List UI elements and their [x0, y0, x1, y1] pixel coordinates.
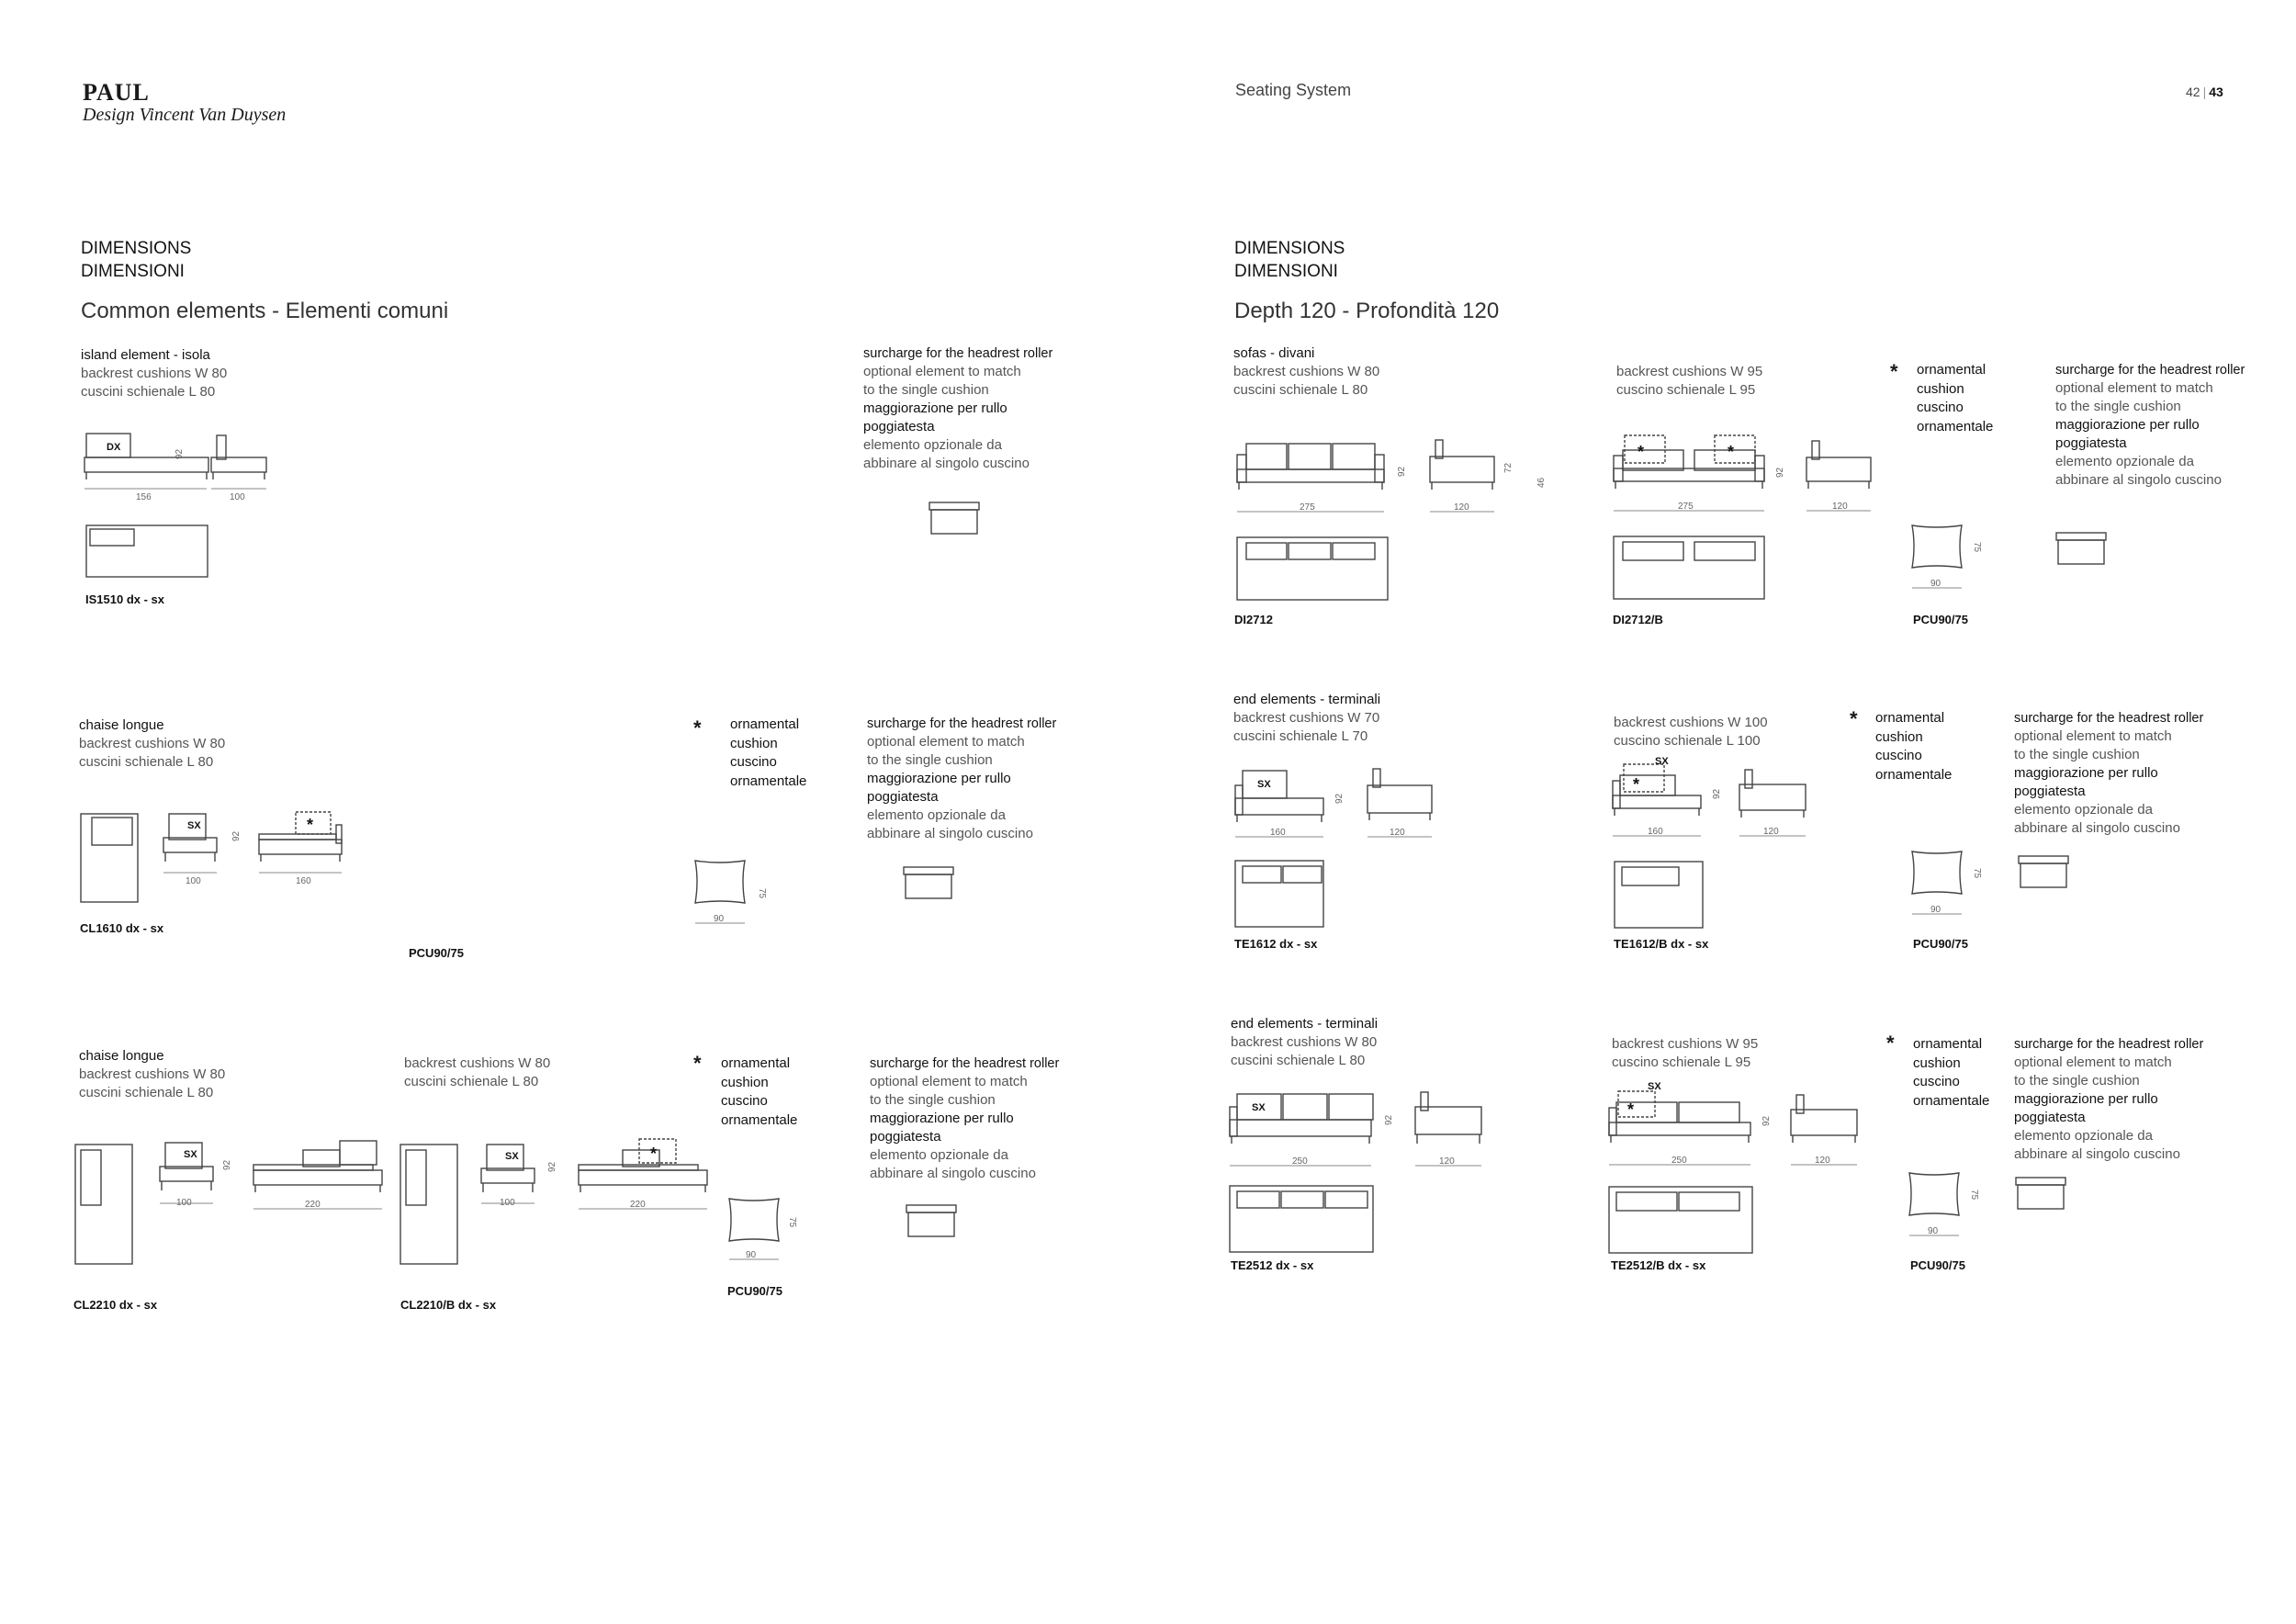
- end2-dim-w: 250: [1292, 1156, 1308, 1167]
- chaise1-dim-h: 92: [231, 830, 242, 841]
- surcharge-it-l1: elemento opzionale da: [867, 807, 1006, 823]
- sofa-side-view: [1430, 440, 1494, 490]
- page-left: 42: [2186, 85, 2200, 99]
- subtitle-left: Common elements - Elementi comuni: [81, 299, 449, 323]
- sofab-star-1: *: [1638, 443, 1645, 461]
- sofab-line2: cuscino schienale L 95: [1616, 382, 1756, 398]
- surcharge-it-title1: maggiorazione per rullo: [867, 771, 1011, 786]
- end2-dim-d: 120: [1439, 1156, 1455, 1167]
- end2-title: end elements - terminali: [1231, 1016, 1379, 1032]
- end2b-line1: backrest cushions W 95: [1612, 1036, 1759, 1052]
- surcharge-it-title2: poggiatesta: [2014, 784, 2086, 799]
- surcharge-it-title2: poggiatesta: [2055, 435, 2127, 451]
- orn-l2: cushion: [1917, 380, 1964, 397]
- surcharge-l1: optional element to match: [2014, 1054, 2172, 1070]
- chaise2b-line2: cuscini schienale L 80: [404, 1074, 539, 1089]
- chaise1-pcu-code: PCU90/75: [409, 946, 464, 960]
- chaise2-drawings: [73, 1139, 386, 1268]
- end2b-pcu-code: PCU90/75: [1910, 1258, 1965, 1272]
- headroller-icon: [2054, 531, 2110, 572]
- end1-tag: SX: [1257, 779, 1271, 790]
- surcharge-block-top-left: [863, 344, 1052, 473]
- surcharge-block-bottom-left: [870, 1054, 1059, 1183]
- end1b-line2: cuscino schienale L 100: [1614, 733, 1761, 749]
- orn-l3: cuscino: [1875, 748, 1922, 763]
- sofab-side-view: [1806, 441, 1871, 489]
- chaise2-block-text: [79, 1047, 225, 1102]
- sofab-code: DI2712/B: [1613, 613, 1663, 626]
- end1-line2: cuscini schienale L 70: [1233, 728, 1368, 744]
- surcharge-it-l1: elemento opzionale da: [2014, 802, 2153, 818]
- end1b-block-text: [1614, 714, 1768, 750]
- end1b-pcu-code: PCU90/75: [1913, 937, 1968, 951]
- end1b-front-view: [1613, 764, 1701, 816]
- end1b-star: *: [1633, 775, 1640, 794]
- chaise2b-line1: backrest cushions W 80: [404, 1055, 551, 1071]
- island-drawings: [81, 432, 274, 597]
- brand-name: PAUL: [83, 79, 150, 106]
- end2b-tag: SX: [1648, 1081, 1661, 1092]
- sofa-line1: backrest cushions W 80: [1233, 364, 1380, 379]
- chaise2b-dim-w: 220: [630, 1200, 646, 1210]
- headroller-icon: [928, 501, 983, 542]
- end1b-drawings: [1611, 753, 1831, 932]
- orn-h: 75: [1969, 1190, 1979, 1201]
- sofa-title: sofas - divani: [1233, 345, 1315, 361]
- chaise2-tag: SX: [184, 1149, 197, 1160]
- surcharge-it-title1: maggiorazione per rullo: [2055, 417, 2200, 433]
- end1b-dim-w: 160: [1648, 827, 1663, 837]
- chaise2b-dim-h: 92: [547, 1161, 557, 1172]
- chaise2-dim-w: 220: [305, 1200, 321, 1210]
- end2b-drawings: [1607, 1075, 1883, 1258]
- end2b-dim-w: 250: [1671, 1156, 1687, 1166]
- end1-line1: backrest cushions W 70: [1233, 710, 1380, 726]
- orn-l1: ornamental: [1913, 1036, 1983, 1052]
- sofab-top-view: [1614, 536, 1764, 599]
- end2b-line2: cuscino schienale L 95: [1612, 1054, 1751, 1070]
- dim-it: DIMENSIONI: [1234, 262, 1338, 281]
- chaise2-dim-d: 100: [176, 1198, 192, 1208]
- chaise1-star: *: [307, 816, 314, 834]
- orn-l3: cuscino: [721, 1093, 768, 1109]
- orn-l1: ornamental: [1917, 362, 1986, 378]
- island-dim-d: 100: [230, 492, 245, 502]
- end1b-tag: SX: [1655, 756, 1669, 767]
- sofa-block-text: [1233, 344, 1379, 400]
- surcharge-l2: to the single cushion: [2014, 747, 2140, 762]
- ornamental-text-3: [1917, 361, 1993, 436]
- island-top-view: [86, 525, 208, 577]
- end1-drawings: [1233, 767, 1445, 932]
- surcharge-it-title1: maggiorazione per rullo: [863, 400, 1007, 416]
- island-front-view: [84, 434, 208, 479]
- orn-l4: ornamentale: [1875, 766, 1953, 783]
- sofab-dim-d: 120: [1832, 502, 1848, 512]
- end2-top-view: [1230, 1186, 1373, 1252]
- surcharge-block-top-right: [2055, 361, 2245, 490]
- end2-dim-h: 92: [1384, 1114, 1394, 1125]
- headroller-icon: [2017, 854, 2072, 896]
- end2-drawings: [1228, 1088, 1494, 1258]
- orn-w: 90: [1930, 579, 1941, 589]
- end1-dim-h: 92: [1334, 793, 1345, 804]
- chaise2b-block-text: [404, 1054, 550, 1091]
- surcharge-it-title1: maggiorazione per rullo: [2014, 1091, 2158, 1107]
- ornamental-cushion-drawing-3: [1910, 524, 1984, 597]
- end1-code: TE1612 dx - sx: [1234, 937, 1318, 951]
- sofa-top-view: [1237, 537, 1388, 600]
- surcharge-it-l1: elemento opzionale da: [870, 1147, 1008, 1163]
- surcharge-title: surcharge for the headrest roller: [867, 716, 1057, 731]
- ornamental-cushion-drawing-4: [1910, 850, 1984, 923]
- ornamental-star-3: *: [1890, 360, 1898, 383]
- island-line2: cuscini schienale L 80: [81, 384, 216, 400]
- orn-l4: ornamentale: [1917, 418, 1994, 434]
- surcharge-it-l1: elemento opzionale da: [863, 437, 1002, 453]
- subtitle-right: Depth 120 - Profondità 120: [1234, 299, 1500, 323]
- surcharge-l1: optional element to match: [867, 734, 1025, 750]
- surcharge-it-title1: maggiorazione per rullo: [2014, 765, 2158, 781]
- surcharge-block-mid-right: [2014, 709, 2203, 838]
- chaise2b-dim-d: 100: [500, 1198, 515, 1208]
- sofab-line1: backrest cushions W 95: [1616, 364, 1763, 379]
- sofa-dim-seat: 46: [1536, 477, 1547, 488]
- orn-l1: ornamental: [730, 716, 800, 732]
- page-numbers: 42 | 43: [2186, 85, 2223, 99]
- chaise1-code: CL1610 dx - sx: [80, 921, 164, 935]
- ornamental-text-5: [1913, 1035, 1989, 1111]
- end2-block-text: [1231, 1015, 1378, 1070]
- surcharge-title: surcharge for the headrest roller: [2014, 1037, 2204, 1052]
- sofab-drawings: [1610, 432, 1885, 611]
- ornamental-text-2: [721, 1054, 797, 1130]
- end2-code: TE2512 dx - sx: [1231, 1258, 1314, 1272]
- section-title: Seating System: [1235, 81, 1352, 99]
- end2b-side-view: [1791, 1095, 1857, 1143]
- chaise2-title: chaise longue: [79, 1048, 164, 1064]
- end2b-dim-h: 92: [1761, 1115, 1772, 1126]
- island-dim-w: 156: [136, 492, 152, 502]
- chaise2-line2: cuscini schienale L 80: [79, 1085, 214, 1100]
- designer-credit: Design Vincent Van Duysen: [83, 105, 287, 125]
- surcharge-it-title1: maggiorazione per rullo: [870, 1111, 1014, 1126]
- orn-l4: ornamentale: [730, 773, 807, 789]
- surcharge-it-title2: poggiatesta: [2014, 1110, 2086, 1125]
- orn-l2: cushion: [1913, 1054, 1961, 1071]
- sofab-dim-h: 92: [1775, 467, 1785, 478]
- end1-dim-w: 160: [1270, 828, 1286, 838]
- chaise1-dim-w: 160: [296, 876, 311, 886]
- end2b-code: TE2512/B dx - sx: [1611, 1258, 1706, 1272]
- end2b-dim-d: 120: [1815, 1156, 1830, 1166]
- page-right: 43: [2209, 85, 2223, 99]
- surcharge-it-l2: abbinare al singolo cuscino: [867, 826, 1033, 841]
- end1-title: end elements - terminali: [1233, 692, 1381, 707]
- end1b-side-view: [1739, 770, 1806, 818]
- chaise1-tag: SX: [187, 820, 201, 831]
- end2-line2: cuscini schienale L 80: [1231, 1053, 1366, 1068]
- end1-block-text: [1233, 691, 1380, 746]
- chaise1-block-text: [79, 716, 225, 772]
- orn-h: 75: [757, 888, 767, 899]
- dimensions-heading-right: [1234, 237, 1345, 283]
- orn-l1: ornamental: [1875, 710, 1945, 726]
- surcharge-l2: to the single cushion: [863, 382, 989, 398]
- end1b-dim-h: 92: [1712, 788, 1722, 799]
- dim-it: DIMENSIONI: [81, 262, 185, 281]
- orn-h: 75: [1972, 542, 1982, 553]
- end1b-dim-d: 120: [1763, 827, 1779, 837]
- chaise1-top-view: [81, 814, 138, 902]
- island-title: island element - isola: [81, 347, 210, 363]
- end1-side-view: [1367, 769, 1432, 820]
- chaise2b-code: CL2210/B dx - sx: [400, 1298, 497, 1312]
- surcharge-title: surcharge for the headrest roller: [863, 346, 1053, 361]
- surcharge-l2: to the single cushion: [867, 752, 993, 768]
- end2b-block-text: [1612, 1035, 1758, 1072]
- orn-w: 90: [1930, 905, 1941, 915]
- sofa-front-view: [1237, 444, 1384, 490]
- sofa-line2: cuscini schienale L 80: [1233, 382, 1368, 398]
- surcharge-it-l1: elemento opzionale da: [2014, 1128, 2153, 1144]
- orn-h: 75: [787, 1217, 797, 1228]
- surcharge-it-l2: abbinare al singolo cuscino: [863, 456, 1030, 471]
- chaise2b-star: *: [650, 1145, 658, 1163]
- island-side-view: [211, 435, 266, 479]
- sofab-block-text: [1616, 363, 1762, 400]
- surcharge-it-l1: elemento opzionale da: [2055, 454, 2194, 469]
- chaise2-dim-h: 92: [222, 1159, 232, 1170]
- ornamental-star-1: *: [693, 716, 702, 739]
- surcharge-l1: optional element to match: [2055, 380, 2213, 396]
- sofab-star-2: *: [1728, 443, 1735, 461]
- end1b-top-view: [1615, 862, 1703, 928]
- ornamental-star-2: *: [693, 1052, 702, 1075]
- sofa-dim-h: 92: [1397, 466, 1407, 477]
- orn-l3: cuscino: [730, 754, 777, 770]
- sofa-code: DI2712: [1234, 613, 1273, 626]
- end2b-star: *: [1627, 1100, 1635, 1119]
- orn-l3: cuscino: [1913, 1074, 1960, 1089]
- dim-en: DIMENSIONS: [1234, 239, 1345, 258]
- ornamental-cushion-drawing-2: [727, 1197, 801, 1270]
- sofa-dim-h2: 72: [1503, 462, 1514, 473]
- island-tag: DX: [107, 442, 121, 453]
- sofa-dim-w: 275: [1300, 502, 1315, 513]
- orn-l2: cushion: [1875, 728, 1923, 745]
- surcharge-l2: to the single cushion: [870, 1092, 996, 1108]
- end2b-top-view: [1609, 1187, 1752, 1253]
- end2-side-view: [1415, 1092, 1481, 1144]
- surcharge-block-mid-left: [867, 715, 1056, 843]
- dimensions-heading-left: [81, 237, 191, 283]
- island-code: IS1510 dx - sx: [85, 592, 164, 606]
- sofab-pcu-code: PCU90/75: [1913, 613, 1968, 626]
- chaise1-line2: cuscini schienale L 80: [79, 754, 214, 770]
- chaise2-side-view: [253, 1141, 382, 1192]
- chaise2-top-view: [75, 1145, 132, 1264]
- surcharge-it-title2: poggiatesta: [867, 789, 939, 805]
- surcharge-it-title2: poggiatesta: [870, 1129, 941, 1145]
- sofa-dim-d: 120: [1454, 502, 1469, 513]
- surcharge-block-bottom-right: [2014, 1035, 2203, 1164]
- surcharge-it-l2: abbinare al singolo cuscino: [870, 1166, 1036, 1181]
- chaise1-dim-d: 100: [186, 876, 201, 886]
- ornamental-text-1: [730, 716, 806, 791]
- chaise1-title: chaise longue: [79, 717, 164, 733]
- end2-tag: SX: [1252, 1102, 1266, 1113]
- orn-l1: ornamental: [721, 1055, 791, 1071]
- end1-front-view: [1235, 771, 1323, 822]
- end1b-code: TE1612/B dx - sx: [1614, 937, 1709, 951]
- surcharge-it-l2: abbinare al singolo cuscino: [2014, 820, 2180, 836]
- surcharge-title: surcharge for the headrest roller: [870, 1056, 1060, 1071]
- orn-w: 90: [1928, 1226, 1939, 1236]
- ornamental-cushion-drawing-1: [693, 859, 767, 932]
- surcharge-l2: to the single cushion: [2014, 1073, 2140, 1088]
- headroller-icon: [2014, 1176, 2069, 1217]
- surcharge-l1: optional element to match: [863, 364, 1021, 379]
- chaise2b-pcu-code: PCU90/75: [727, 1284, 782, 1298]
- headroller-icon: [905, 1203, 960, 1245]
- chaise1-line1: backrest cushions W 80: [79, 736, 226, 751]
- surcharge-it-title2: poggiatesta: [863, 419, 935, 434]
- ornamental-text-4: [1875, 709, 1952, 784]
- island-dim-h: 92: [174, 448, 185, 459]
- dim-en: DIMENSIONS: [81, 239, 192, 258]
- sofab-front-view: [1614, 435, 1764, 489]
- surcharge-it-l2: abbinare al singolo cuscino: [2014, 1146, 2180, 1162]
- chaise1-side-view: [259, 812, 342, 862]
- end2-line1: backrest cushions W 80: [1231, 1034, 1378, 1050]
- surcharge-l1: optional element to match: [2014, 728, 2172, 744]
- end1-top-view: [1235, 861, 1323, 927]
- headroller-icon: [902, 865, 957, 907]
- orn-w: 90: [746, 1250, 757, 1260]
- surcharge-l1: optional element to match: [870, 1074, 1028, 1089]
- surcharge-l2: to the single cushion: [2055, 399, 2181, 414]
- orn-h: 75: [1972, 868, 1982, 879]
- end1b-line1: backrest cushions W 100: [1614, 715, 1768, 730]
- island-block-text: [81, 346, 227, 401]
- orn-l3: cuscino: [1917, 400, 1964, 415]
- chaise2b-tag: SX: [505, 1151, 519, 1162]
- orn-l4: ornamentale: [721, 1111, 798, 1128]
- surcharge-title: surcharge for the headrest roller: [2055, 363, 2245, 378]
- chaise1-drawings: [79, 808, 355, 909]
- orn-w: 90: [714, 914, 725, 924]
- ornamental-star-5: *: [1886, 1032, 1895, 1054]
- end1-dim-d: 120: [1390, 828, 1405, 838]
- ornamental-star-4: *: [1850, 707, 1858, 730]
- chaise2b-side-view: [579, 1139, 707, 1192]
- chaise2-line1: backrest cushions W 80: [79, 1066, 226, 1082]
- sofab-dim-w: 275: [1678, 502, 1694, 512]
- ornamental-cushion-drawing-5: [1908, 1171, 1981, 1245]
- chaise2b-top-view: [400, 1145, 457, 1264]
- island-line1: backrest cushions W 80: [81, 366, 228, 381]
- orn-l4: ornamentale: [1913, 1092, 1990, 1109]
- chaise2-code: CL2210 dx - sx: [73, 1298, 158, 1312]
- orn-l2: cushion: [721, 1074, 769, 1090]
- surcharge-title: surcharge for the headrest roller: [2014, 711, 2204, 726]
- sofa-drawings: [1233, 436, 1555, 611]
- chaise2b-drawings: [399, 1139, 711, 1268]
- orn-l2: cushion: [730, 735, 778, 751]
- surcharge-it-l2: abbinare al singolo cuscino: [2055, 472, 2222, 488]
